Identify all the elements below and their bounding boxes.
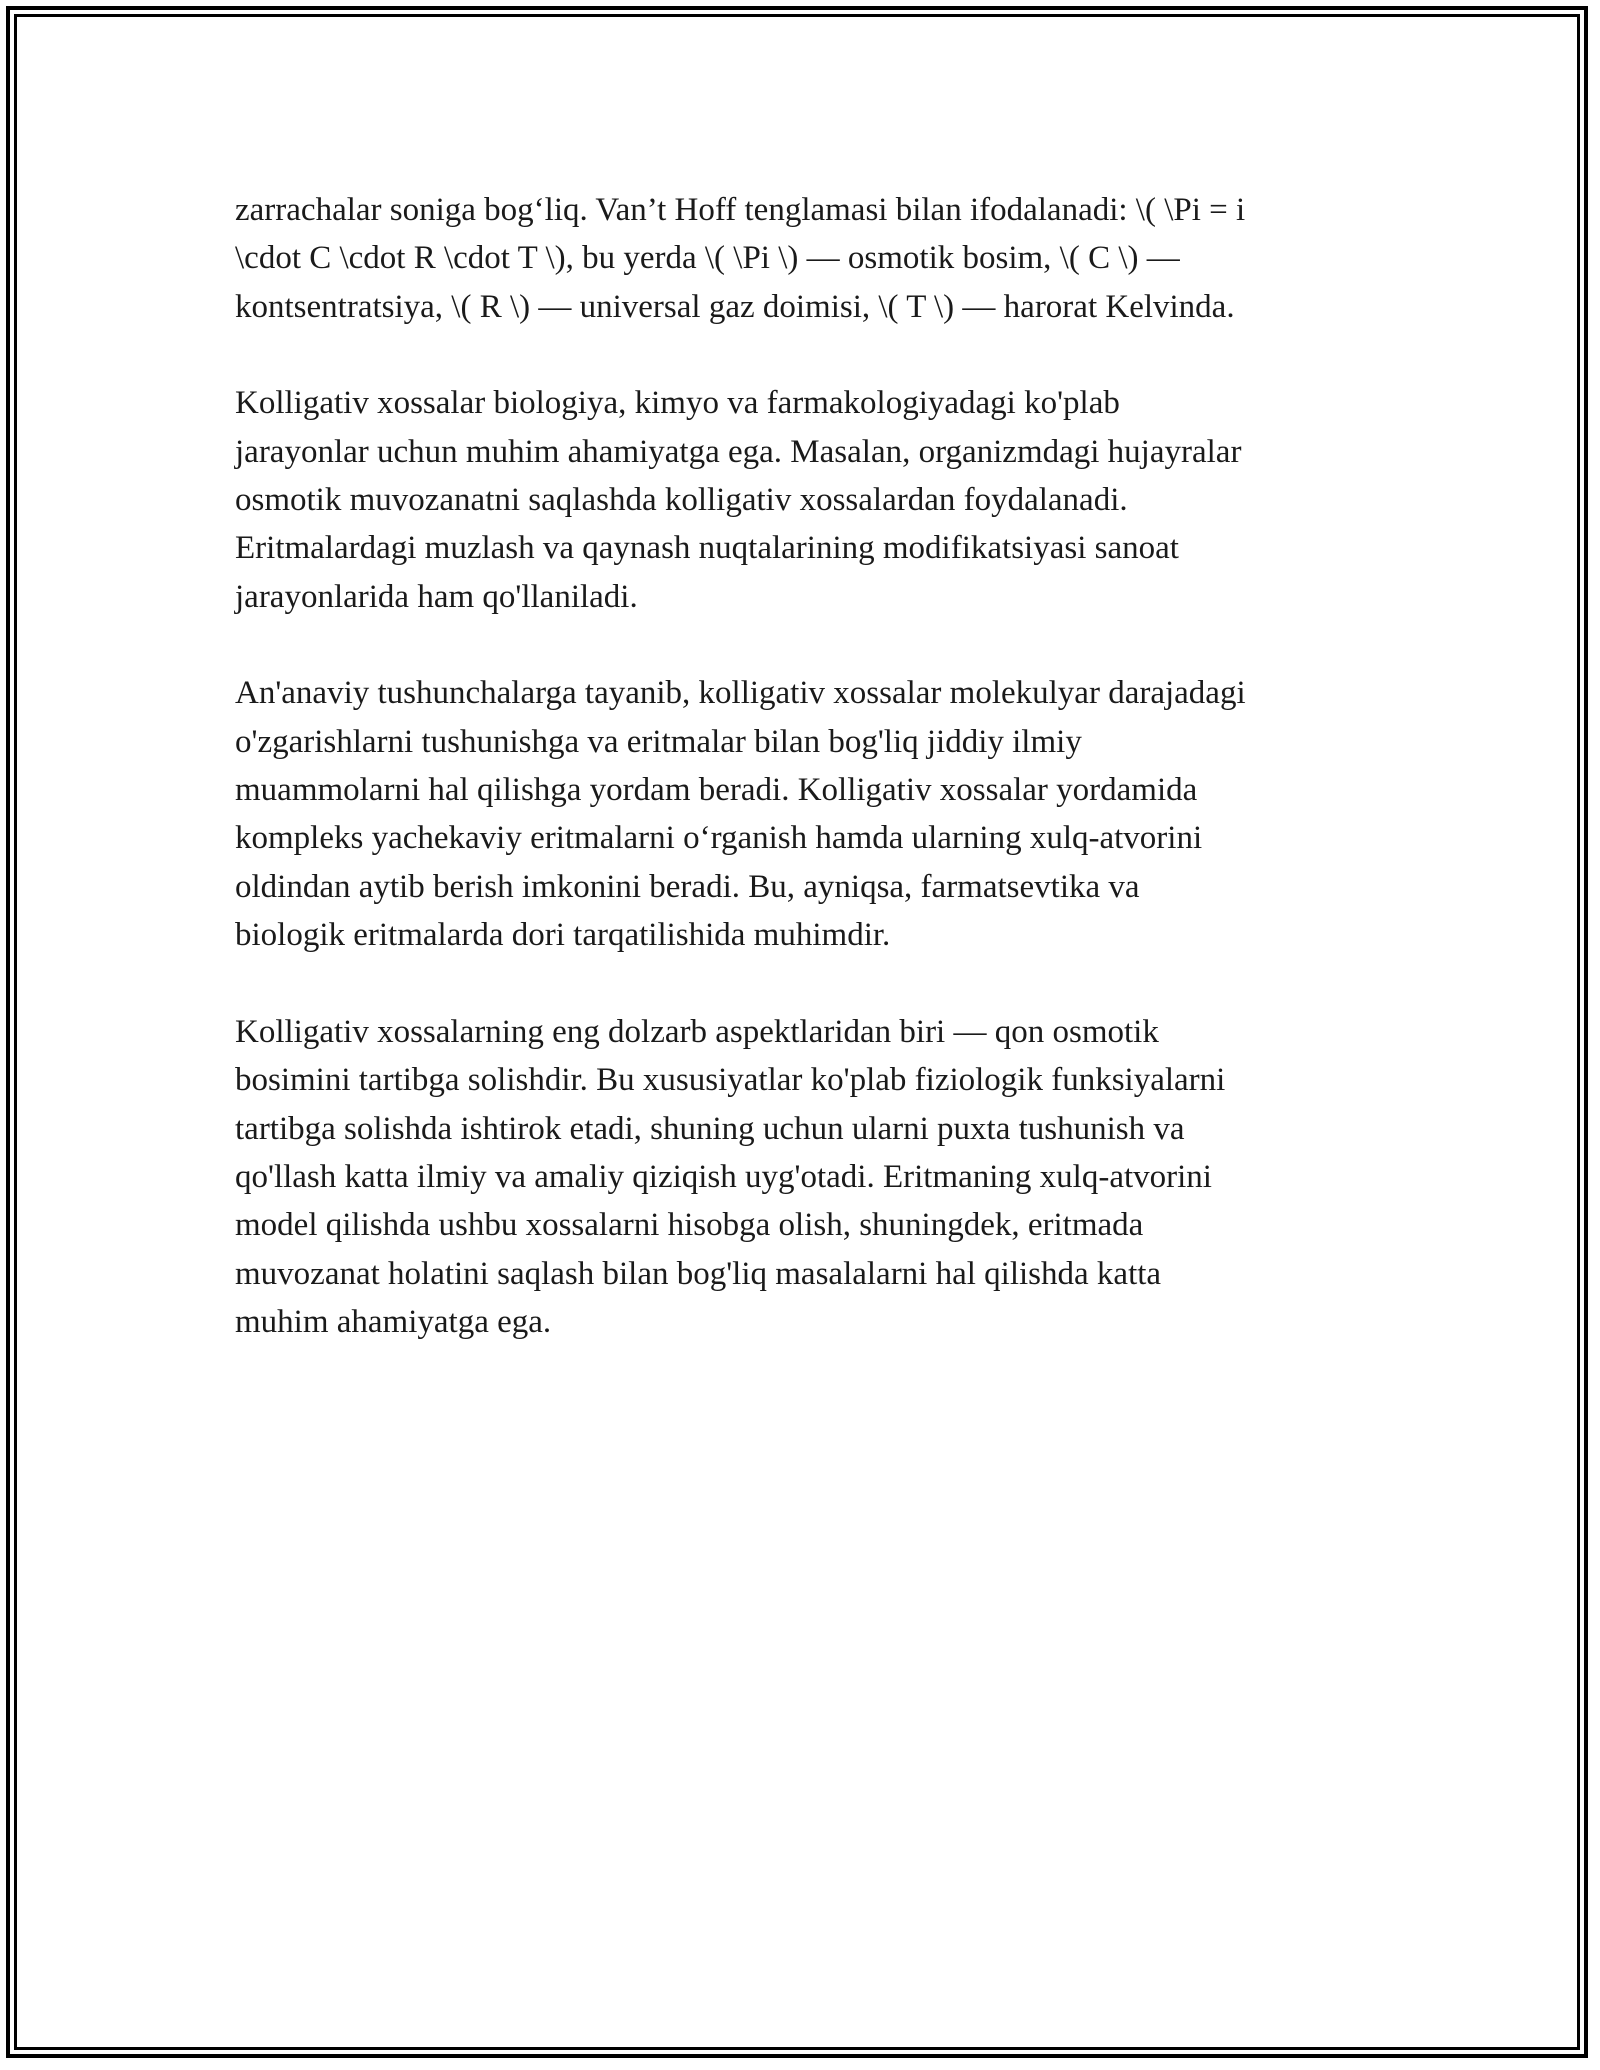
document-body [235, 186, 1375, 1395]
paragraph: An'anaviy tushunchalarga tayanib, kolligativ xossalar molekulyar darajadagi o'zgarishlarni tushunishga va eritmalar bilan bog'liq jiddiy ilmiy muammolarni hal qilishga yordam beradi. Kolligativ xossalar yordamida kompleks yachekaviy eritmalarni o‘rganish hamda ularning xulq-atvorini oldindan aytib berish imkonini beradi. Bu, ayniqsa, farmatsevtika va biologik eritmalarda dori tarqatilishida muhimdir. [235, 675, 1246, 954]
paragraph: Kolligativ xossalar biologiya, kimyo va farmakologiyadagi ko'plab jarayonlar uchun muhim ahamiyatga ega. Masalan, organizmdagi hujayralar osmotik muvozanatni saqlashda kolligativ xossalardan foydalanadi. Eritmalardagi muzlash va qaynash nuqtalarining modifikatsiyasi sanoat jarayonlarida ham qo'llaniladi. [235, 385, 1242, 615]
paragraph: zarrachalar soniga bog‘liq. Van’t Hoff tenglamasi bilan ifodalanadi: \( \Pi = i \cdot C \cdot R \cdot T \), bu yerda \( \Pi \) — osmotik bosim, \( C \) — kontsentratsiya, \( R \) — universal gaz doimisi, \( T \) — harorat Kelvinda. [235, 192, 1246, 325]
paragraph: Kolligativ xossalarning eng dolzarb aspektlaridan biri — qon osmotik bosimini tartibga solishdir. Bu xususiyatlar ko'plab fiziologik funksiyalarni tartibga solishda ishtirok etadi, shuning uchun ularni puxta tushunish va qo'llash katta ilmiy va amaliy qiziqish uyg'otadi. Eritmaning xulq-atvorini model qilishda ushbu xossalarni hisobga olish, shuningdek, eritmada muvozanat holatini saqlash bilan bog'liq masalalarni hal qilishda katta muhim ahamiyatga ega. [235, 1013, 1226, 1341]
